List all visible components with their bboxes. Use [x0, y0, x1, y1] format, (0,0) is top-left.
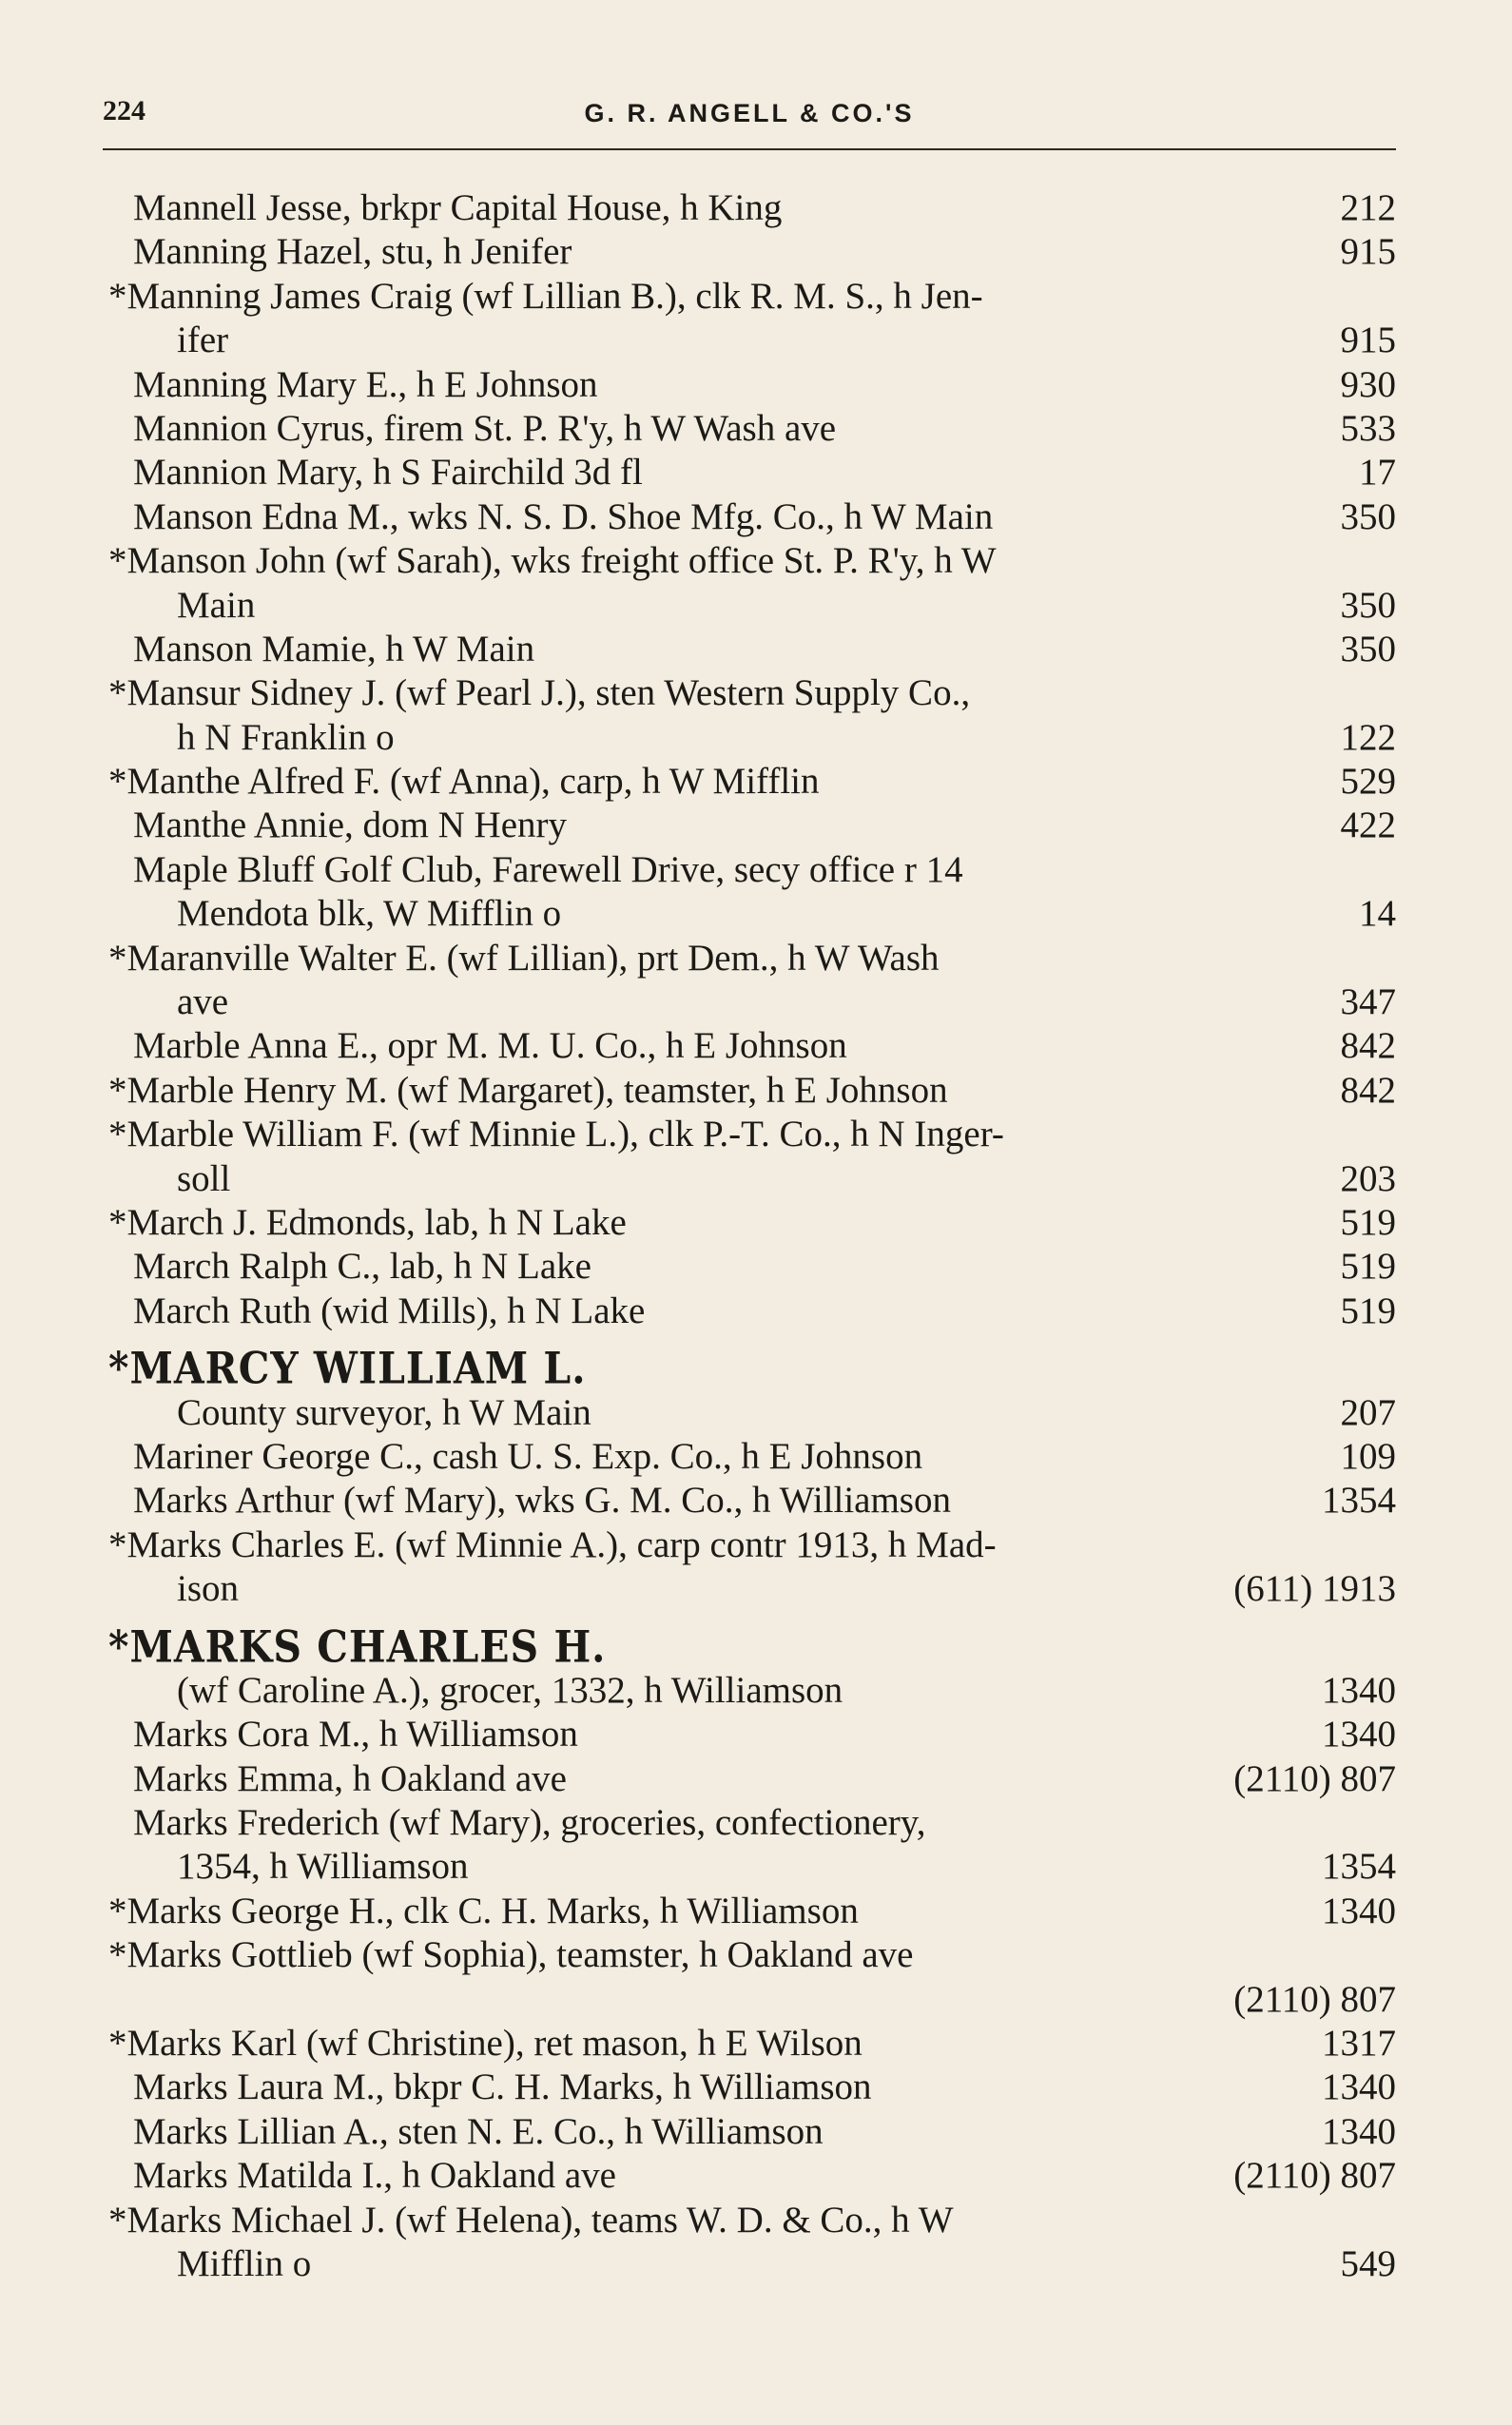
bold-heading-entry [108, 1620, 1396, 1673]
entry-text: *Manson John (wf Sarah), wks freight office St. P. R'y, h W [108, 540, 997, 582]
entry-heading: *MARKS CHARLES H. [108, 1620, 607, 1673]
directory-entry [108, 1757, 1396, 1801]
directory-entry-continuation [108, 980, 1396, 1024]
entry-text: Main [177, 584, 256, 626]
entry-number: 350 [1340, 584, 1396, 626]
entry-text: Manning Hazel, stu, h Jenifer [133, 231, 572, 273]
directory-entry [108, 1435, 1396, 1479]
directory-entry [108, 1713, 1396, 1756]
entry-text: Marks Arthur (wf Mary), wks G. M. Co., h Williamson [133, 1480, 951, 1522]
entry-number: 212 [1340, 187, 1396, 228]
directory-entry [108, 671, 1396, 715]
entry-heading: *MARCY WILLIAM L. [108, 1343, 587, 1395]
directory-entry [108, 2066, 1396, 2109]
entry-number: 17 [1359, 452, 1396, 494]
entry-text: (wf Caroline A.), grocer, 1332, h Williamson [177, 1669, 843, 1711]
entry-text: Maple Bluff Golf Club, Farewell Drive, secy office r 14 [133, 848, 963, 890]
directory-entry [108, 495, 1396, 539]
entry-text: 1354, h Williamson [177, 1846, 469, 1888]
directory-entry [108, 230, 1396, 274]
directory-entry [108, 1201, 1396, 1245]
entry-number: (2110) 807 [1233, 1757, 1396, 1799]
entry-number: 350 [1340, 495, 1396, 537]
entry-number: 842 [1340, 1025, 1396, 1067]
directory-entry-continuation [108, 1567, 1396, 1611]
directory-entry-continuation [108, 1157, 1396, 1201]
directory-entry [108, 1523, 1396, 1567]
entry-text: *Marks George H., clk C. H. Marks, h Williamson [108, 1890, 859, 1931]
directory-entry [108, 363, 1396, 407]
entry-number: 350 [1340, 628, 1396, 669]
entry-text: *Marble William F. (wf Minnie L.), clk P.-T. Co., h N Inger- [108, 1114, 1004, 1155]
entry-text: Mariner George C., cash U. S. Exp. Co., h E Johnson [133, 1435, 923, 1477]
entry-number: 1340 [1322, 2110, 1396, 2152]
directory-entry [108, 804, 1396, 847]
entry-text: Manson Mamie, h W Main [133, 628, 535, 669]
entry-text: *Marble Henry M. (wf Margaret), teamster, h E Johnson [108, 1069, 948, 1111]
entry-number: 1354 [1322, 1846, 1396, 1888]
directory-entries [108, 186, 1396, 2286]
entry-number: 1340 [1322, 2066, 1396, 2108]
entry-text: *Mansur Sidney J. (wf Pearl J.), sten Western Supply Co., [108, 672, 971, 714]
entry-text: Marks Frederich (wf Mary), groceries, confectionery, [133, 1802, 926, 1844]
directory-entry [108, 848, 1396, 892]
directory-entry [108, 451, 1396, 495]
entry-number: 519 [1340, 1201, 1396, 1243]
entry-text: soll [177, 1157, 231, 1199]
entry-number: 519 [1340, 1246, 1396, 1288]
entry-text: Marks Cora M., h Williamson [133, 1714, 578, 1756]
directory-entry [108, 1801, 1396, 1845]
directory-entry-continuation [108, 716, 1396, 760]
directory-entry [108, 1290, 1396, 1333]
directory-entry [108, 2154, 1396, 2198]
entry-text: ison [177, 1568, 240, 1610]
entry-number: 347 [1340, 981, 1396, 1023]
page-number: 224 [103, 95, 145, 126]
entry-number: (2110) 807 [1233, 2155, 1396, 2197]
bold-heading-entry [108, 1343, 1396, 1395]
entry-number: 207 [1340, 1391, 1396, 1433]
directory-entry [108, 1024, 1396, 1068]
entry-number: 122 [1340, 716, 1396, 758]
entry-text: Mannell Jesse, brkpr Capital House, h King [133, 187, 783, 228]
entry-text: h N Franklin o [177, 716, 395, 758]
entry-text: March Ralph C., lab, h N Lake [133, 1246, 591, 1288]
directory-entry [108, 1479, 1396, 1523]
entry-text: Marks Emma, h Oakland ave [133, 1757, 567, 1799]
entry-text: Mannion Mary, h S Fairchild 3d fl [133, 452, 643, 494]
entry-number: 842 [1340, 1069, 1396, 1111]
entry-text: *Maranville Walter E. (wf Lillian), prt Dem., h W Wash [108, 937, 940, 979]
entry-text: *Manthe Alfred F. (wf Anna), carp, h W Mifflin [108, 761, 820, 803]
directory-entry [108, 1890, 1396, 1933]
entry-text: *Marks Charles E. (wf Minnie A.), carp contr 1913, h Mad- [108, 1523, 997, 1565]
entry-text: County surveyor, h W Main [177, 1391, 591, 1433]
directory-entry [108, 1069, 1396, 1113]
entry-text: *Marks Michael J. (wf Helena), teams W. D. & Co., h W [108, 2199, 954, 2241]
entry-number: 1340 [1322, 1890, 1396, 1931]
directory-entry [108, 539, 1396, 583]
entry-text: Mifflin o [177, 2242, 312, 2284]
directory-entry [108, 937, 1396, 980]
directory-entry [108, 1933, 1396, 1977]
directory-entry [108, 275, 1396, 319]
entry-number: 1340 [1322, 1714, 1396, 1756]
entry-text: ave [177, 981, 229, 1023]
entry-text: March Ruth (wid Mills), h N Lake [133, 1290, 646, 1331]
directory-entry [108, 1113, 1396, 1156]
entry-text: Manning Mary E., h E Johnson [133, 363, 598, 405]
entry-text: Manthe Annie, dom N Henry [133, 805, 568, 846]
running-head: G. R. ANGELL & CO.'S [584, 99, 915, 127]
directory-entry-continuation [108, 1669, 1396, 1713]
directory-entry [108, 1245, 1396, 1289]
page-header [103, 95, 1396, 150]
directory-entry [108, 2022, 1396, 2066]
entry-number: 915 [1340, 320, 1396, 361]
entry-number: 14 [1359, 893, 1396, 935]
directory-entry-continuation [108, 1978, 1396, 2022]
entry-text: Marks Laura M., bkpr C. H. Marks, h Williamson [133, 2066, 872, 2108]
entry-text: Marble Anna E., opr M. M. U. Co., h E Johnson [133, 1025, 847, 1067]
directory-entry [108, 760, 1396, 804]
directory-entry-continuation [108, 584, 1396, 628]
entry-text: ifer [177, 320, 229, 361]
entry-number: 930 [1340, 363, 1396, 405]
entry-number: 1354 [1322, 1480, 1396, 1522]
entry-text: Marks Lillian A., sten N. E. Co., h Williamson [133, 2110, 824, 2152]
directory-entry [108, 186, 1396, 230]
directory-entry [108, 2199, 1396, 2242]
entry-text: Marks Matilda I., h Oakland ave [133, 2155, 616, 2197]
entry-text: *Marks Gottlieb (wf Sophia), teamster, h Oakland ave [108, 1934, 914, 1976]
directory-entry-continuation [108, 892, 1396, 936]
entry-number: 1340 [1322, 1669, 1396, 1711]
entry-number: 529 [1340, 761, 1396, 803]
entry-text: Manson Edna M., wks N. S. D. Shoe Mfg. Co., h W Main [133, 495, 994, 537]
entry-text: *Marks Karl (wf Christine), ret mason, h E Wilson [108, 2023, 863, 2065]
entry-number: 519 [1340, 1290, 1396, 1331]
entry-number: 109 [1340, 1435, 1396, 1477]
entry-number: 549 [1340, 2242, 1396, 2284]
entry-number: 1317 [1322, 2023, 1396, 2065]
directory-entry-continuation [108, 2242, 1396, 2286]
directory-entry-continuation [108, 1845, 1396, 1889]
entry-text: *March J. Edmonds, lab, h N Lake [108, 1201, 627, 1243]
entry-number: (2110) 807 [1233, 1978, 1396, 2020]
directory-entry [108, 407, 1396, 451]
directory-entry [108, 2110, 1396, 2154]
entry-number: 915 [1340, 231, 1396, 273]
directory-entry-continuation [108, 319, 1396, 362]
entry-number: (611) 1913 [1233, 1568, 1396, 1610]
directory-entry [108, 628, 1396, 671]
entry-number: 533 [1340, 407, 1396, 449]
entry-text: Mendota blk, W Mifflin o [177, 893, 562, 935]
entry-text: Mannion Cyrus, firem St. P. R'y, h W Wash ave [133, 407, 837, 449]
directory-entry-continuation [108, 1391, 1396, 1435]
entry-number: 422 [1340, 805, 1396, 846]
entry-number: 203 [1340, 1157, 1396, 1199]
entry-text: *Manning James Craig (wf Lillian B.), clk R. M. S., h Jen- [108, 275, 983, 317]
